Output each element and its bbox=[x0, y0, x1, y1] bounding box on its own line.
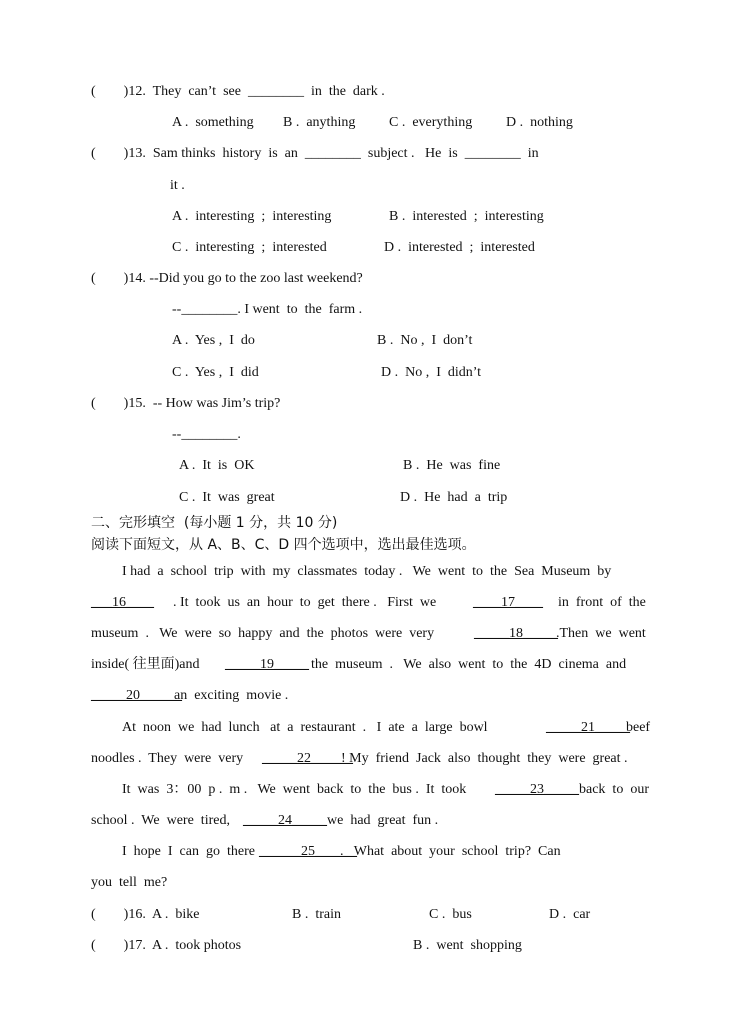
passage-line-9b: we had great fun . bbox=[327, 813, 439, 828]
passage-line-10b: . What about your school trip? Can bbox=[340, 844, 561, 859]
passage-line-6a: At noon we had lunch at a restaurant . I ate a large bowl bbox=[122, 720, 488, 735]
q12-option-d: D . nothing bbox=[506, 115, 573, 130]
blank-25: ______25______ bbox=[259, 844, 357, 859]
q16-option-b: B . train bbox=[292, 907, 341, 922]
q15-answer-line: --________. bbox=[172, 427, 241, 442]
q15-stem: ( )15. -- How was Jim’s trip? bbox=[91, 396, 281, 411]
blank-17: ____17____ bbox=[473, 595, 543, 610]
q15-option-c: C . It was great bbox=[179, 490, 275, 505]
blank-19: _____19_____ bbox=[225, 657, 309, 672]
q16-option-d: D . car bbox=[549, 907, 591, 922]
passage-line-10a: I hope I can go there bbox=[122, 844, 255, 859]
blank-18: _____18_____ bbox=[474, 626, 558, 641]
passage-line-8b: back to our bbox=[579, 782, 649, 797]
passage-line-8a: It was 3：00 p . m . We went back to the bus . It took bbox=[122, 782, 467, 797]
blank-22: _____22______ bbox=[262, 751, 353, 766]
passage-line-2b: in front of the bbox=[558, 595, 646, 610]
blank-23: _____23_____ bbox=[495, 782, 579, 797]
q14-option-c: C . Yes , I did bbox=[172, 365, 259, 380]
q13-option-a: A . interesting ; interesting bbox=[172, 209, 332, 224]
q14-answer-line: --________. I went to the farm . bbox=[172, 302, 363, 317]
q13-option-b: B . interested ; interesting bbox=[389, 209, 544, 224]
q13-stem: ( )13. Sam thinks history is an ________ subject . He is ________ in bbox=[91, 146, 539, 161]
passage-line-11: you tell me? bbox=[91, 875, 168, 890]
blank-21: _____21_____ bbox=[546, 720, 630, 735]
q14-option-d: D . No , I didn’t bbox=[381, 365, 482, 380]
passage-line-1: I had a school trip with my classmates today . We went to the Sea Museum by bbox=[122, 564, 612, 579]
section-heading: 二、完形填空 (每小题 1 分，共 10 分) bbox=[91, 515, 338, 531]
passage-line-7b: ! My friend Jack also thought they were great . bbox=[341, 751, 628, 766]
passage-line-9a: school . We were tired, bbox=[91, 813, 230, 828]
q13-option-c: C . interesting ; interested bbox=[172, 240, 327, 255]
passage-line-3a: museum . We were so happy and the photos were very bbox=[91, 626, 435, 641]
q12-stem: ( )12. They can’t see ________ in the dark . bbox=[91, 84, 385, 99]
q17-stem: ( )17. A . took photos bbox=[91, 938, 242, 953]
q17-option-b: B . went shopping bbox=[413, 938, 522, 953]
passage-line-2a: . It took us an hour to get there . First we bbox=[166, 595, 437, 610]
q14-option-a: A . Yes , I do bbox=[172, 333, 255, 348]
q14-stem: ( )14. --Did you go to the zoo last weekend? bbox=[91, 271, 363, 286]
passage-line-7a: noodles . They were very bbox=[91, 751, 244, 766]
q12-option-b: B . anything bbox=[283, 115, 356, 130]
q15-option-b: B . He was fine bbox=[403, 458, 501, 473]
passage-line-6b: beef bbox=[626, 720, 651, 735]
q12-option-c: C . everything bbox=[389, 115, 473, 130]
q13-stem-continued: it . bbox=[170, 178, 185, 193]
q16-option-c: C . bus bbox=[429, 907, 472, 922]
q15-option-d: D . He had a trip bbox=[400, 490, 508, 505]
blank-24: _____24_____ bbox=[243, 813, 327, 828]
passage-line-3b: .Then we went bbox=[556, 626, 646, 641]
q15-option-a: A . It is OK bbox=[179, 458, 255, 473]
blank-16: ___16____ bbox=[91, 595, 154, 610]
q13-option-d: D . interested ; interested bbox=[384, 240, 535, 255]
q16-stem: ( )16. A . bike bbox=[91, 907, 200, 922]
passage-line-5: an exciting movie . bbox=[174, 688, 289, 703]
section-instruction: 阅读下面短文，从 A、B、C、D 四个选项中，选出最佳选项。 bbox=[91, 537, 476, 553]
passage-line-4b: the museum . We also went to the 4D cinema and bbox=[311, 657, 627, 672]
q14-option-b: B . No , I don’t bbox=[377, 333, 473, 348]
passage-line-4a: inside( 往里面)and bbox=[91, 657, 200, 672]
q12-option-a: A . something bbox=[172, 115, 254, 130]
blank-20: _____20______ bbox=[91, 688, 182, 703]
